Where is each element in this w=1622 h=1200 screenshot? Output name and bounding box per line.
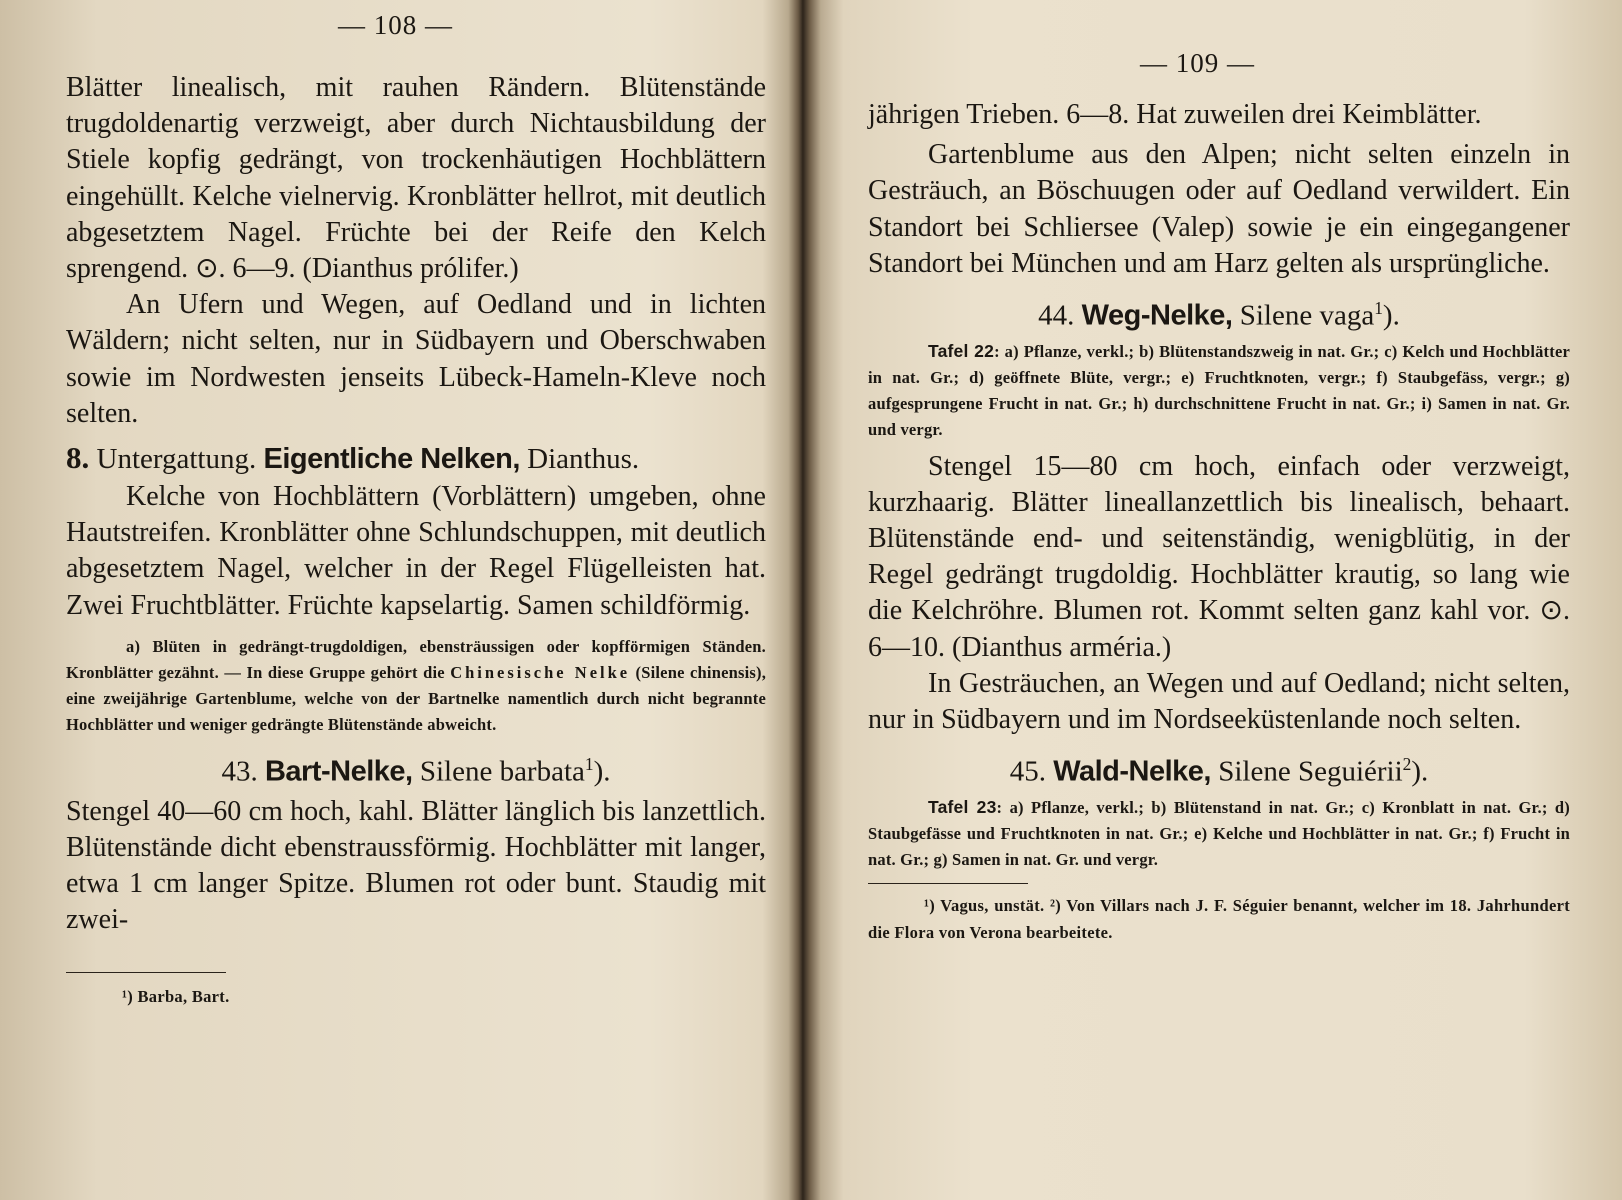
species-name: Bart-Nelke, — [264, 755, 413, 788]
paragraph: Gartenblume aus den Alpen; nicht selten einzeln in Gesträuch, an Böschuugen oder auf Oedland verwildert. Ein Standort bei Schliersee (Valep) sowie je ein eingegangener Standort bei München und am Harz gelten als ursprüngliche. — [868, 139, 1570, 279]
footnote-rule — [66, 972, 226, 973]
species-latin: Silene Seguiérii — [1218, 755, 1403, 788]
plate-text: : a) Pflanze, verkl.; b) Blütenstand in nat. Gr.; c) Kronblatt in nat. Gr.; d) Staubgefässe und Fruchtknoten in nat. Gr.; e) Kelche und Hochblätter in nat. Gr.; f) Frucht in nat. Gr.; g) Samen in nat. Gr. und vergr. — [868, 797, 1570, 869]
subgenus-heading — [66, 438, 766, 479]
note-spaced-name: Chinesische Nelke — [450, 662, 631, 682]
paragraph: Stengel 15—80 cm hoch, einfach oder verzweigt, kurzhaarig. Blätter lineallanzettlich bis linealisch, behaart. Blütenstände end- und seitenständig, wenigblütig, in der Regel gedrängt trugdoldig. Hochblätter krautig, so lang wie die Kelchröhre. Blumen rot. Kommt selten ganz kahl vor. ⊙. 6—10. (Dianthus arméria.) — [868, 450, 1570, 663]
left-text-column — [66, 70, 766, 1010]
plate-label: Tafel 23 — [928, 796, 997, 817]
species-number: 45. — [1009, 755, 1046, 788]
left-page — [0, 0, 800, 1200]
species-heading-43 — [66, 744, 766, 792]
heading-end: ). — [1411, 755, 1429, 788]
plate-caption-23 — [868, 794, 1570, 873]
paragraph: Blätter linealisch, mit rauhen Rändern. Blütenstände trugdoldenartig verzweigt, aber durch Nichtausbildung der Stiele kopfig gedrängt, von trockenhäutigen Hochblättern eingehüllt. Kelche vielnervig. Kronblätter hellrot, mit deutlich abgesetztem Nagel. Früchte bei der Reife den Kelch sprengend. ⊙. 6—9. (Dianthus prólifer.) — [66, 72, 766, 285]
paragraph: Kelche von Hochblättern (Vorblättern) umgeben, ohne Hautstreifen. Kronblätter ohne Schlundschuppen, mit deutlich abgesetztem Nagel, welcher in der Regel Flügelleisten hat. Zwei Fruchtblätter. Früchte kapselartig. Samen schildförmig. — [66, 481, 766, 621]
page-number: — 108 — — [338, 10, 453, 40]
plate-caption-22 — [868, 338, 1570, 443]
footnote-ref: 1 — [1374, 298, 1383, 319]
paragraph: jährigen Trieben. 6—8. Hat zuweilen drei Keimblätter. — [868, 99, 1482, 130]
species-number: 44. — [1038, 299, 1075, 332]
footnote-ref: 1 — [584, 753, 594, 774]
subgenus-name: Eigentliche Nelken, — [263, 443, 520, 476]
subgenus-label: Untergattung. — [96, 443, 257, 476]
paragraph: Stengel 40—60 cm hoch, kahl. Blätter länglich bis lanzettlich. Blütenstände dicht ebenstraussförmig. Hochblätter mit langer, etwa 1 cm langer Spitze. Blumen rot oder bunt. Staudig mit zwei- — [66, 795, 766, 936]
footnote-ref: 2 — [1402, 754, 1412, 775]
species-name: Wald-Nelke, — [1053, 755, 1211, 788]
note-text: (Silene chinensis), eine zweijährige Gartenblume, welche von der Bartnelke namentlich durch nicht begrannte Hochblätter und weniger gedrängte Blütenstände abweicht. — [66, 662, 767, 734]
species-name: Weg-Nelke, — [1081, 299, 1233, 332]
footnote-rule — [868, 883, 1028, 884]
species-heading-45 — [868, 744, 1570, 792]
small-note — [66, 634, 766, 738]
plate-label: Tafel 22 — [928, 340, 995, 361]
species-number: 43. — [221, 755, 258, 788]
subgenus-number: 8. — [66, 440, 90, 476]
footnote: ¹) Vagus, unstät. ²) Von Villars nach J. F. Séguier benannt, welcher im 18. Jahrhundert die Flora von Verona bearbeitete. — [868, 895, 1570, 942]
right-text-column — [868, 97, 1570, 946]
heading-end: ). — [593, 755, 611, 788]
page-number: — 109 — — [1140, 48, 1255, 78]
note-text: a) Blüten in gedrängt-trugdoldigen, ebensträussigen oder kopfförmigen Ständen. Kronblätter gezähnt. — In diese Gruppe gehört die — [66, 636, 766, 682]
right-page — [830, 0, 1622, 1200]
species-latin: Silene barbata — [419, 755, 585, 788]
paragraph: In Gesträuchen, an Wegen und auf Oedland; nicht selten, nur in Südbayern und im Nordseeküstenlande noch selten. — [868, 667, 1570, 736]
paragraph: An Ufern und Wegen, auf Oedland und in lichten Wäldern; nicht selten, nur in Südbayern und Oberschwaben sowie im Nordwesten jenseits Lübeck-Hameln-Kleve noch selten. — [66, 289, 766, 429]
species-latin: Silene vaga — [1239, 299, 1375, 332]
species-heading-44 — [868, 288, 1570, 336]
footnote: ¹) Barba, Bart. — [122, 987, 230, 1007]
plate-text: : a) Pflanze, verkl.; b) Blütenstandszweig in nat. Gr.; c) Kelch und Hochblätter in nat. Gr.; d) geöffnete Blüte, vergr.; e) Fruchtknoten, vergr.; f) Staubgefäss, vergr.; g) aufgesprungene Frucht in nat. Gr.; h) durchschnittene Frucht in nat. Gr.; i) Samen in nat. Gr. und vergr. — [868, 341, 1570, 439]
subgenus-latin: Dianthus. — [527, 443, 640, 476]
heading-end: ). — [1382, 299, 1400, 332]
